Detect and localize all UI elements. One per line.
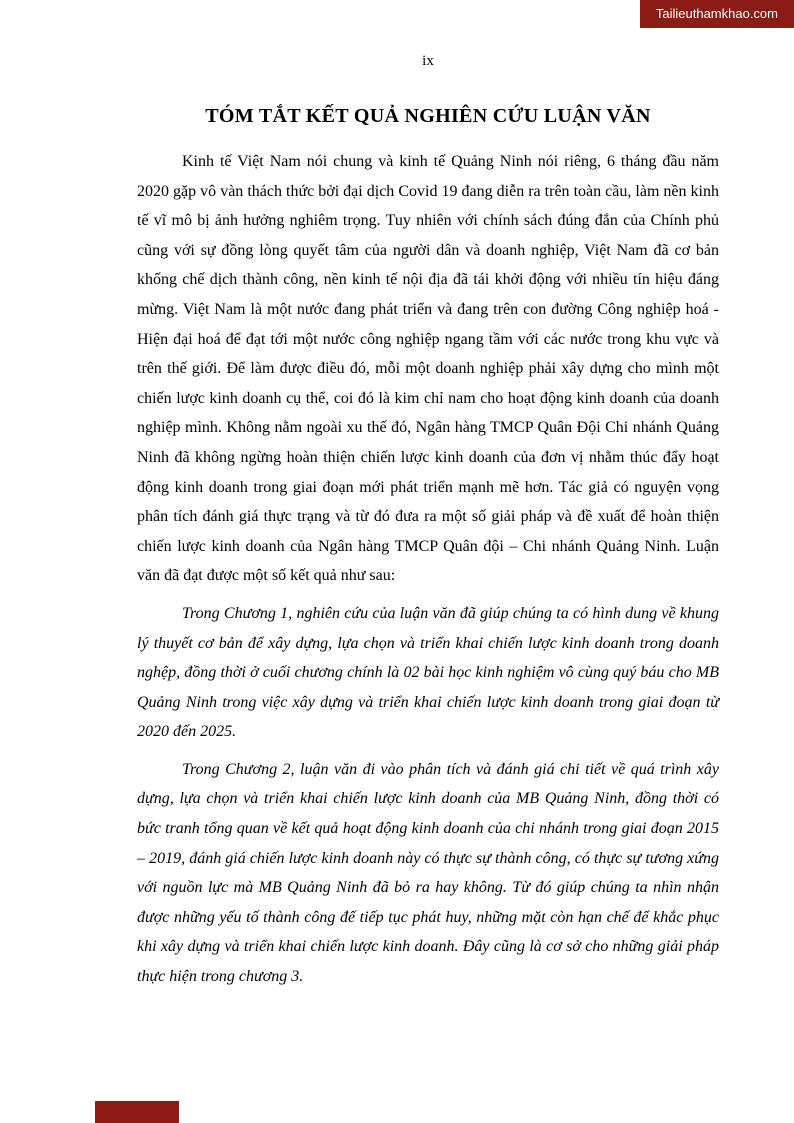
paragraph-chapter-1-summary: Trong Chương 1, nghiên cứu của luận văn đã giúp chúng ta có hình dung về khung lý thuyết cơ bản để xây dựng, lựa chọn và triển khai chiến lược kinh doanh trong doanh nghệp, đồng thời ở cuối chương chính là 02 bài học kinh nghiệm vô cùng quý báu cho MB Quảng Ninh trong việc xây dựng và triển khai chiến lược kinh doanh trong giai đoạn từ 2020 đến 2025.: [137, 604, 719, 741]
page-title: TÓM TẮT KẾT QUẢ NGHIÊN CỨU LUẬN VĂN: [205, 105, 651, 127]
paragraph-chapter-2-summary: Trong Chương 2, luận văn đi vào phân tích và đánh giá chi tiết về quá trình xây dựng, lựa chọn và triển khai chiến lược kinh doanh của MB Quảng Ninh, đồng thời có bức tranh tổng quan về kết quả hoạt động kinh doanh của chi nhánh trong giai đoạn 2015 – 2019, đánh giá chiến lược kinh doanh này có thực sự thành công, có thực sự tương xứng với nguồn lực mà MB Quảng Ninh đã bỏ ra hay không. Từ đó giúp chúng ta nhìn nhận được những yếu tố thành công để tiếp tục phát huy, những mặt còn hạn chế để khắc phục khi xây dựng và triển khai chiến lược kinh doanh. Đây cũng là cơ sở cho những giải pháp thực hiện trong chương 3.: [137, 760, 719, 986]
site-watermark-text: Tailieuthamkhao.com: [655, 6, 778, 21]
page-number: ix: [422, 53, 434, 69]
bottom-watermark-bar: [95, 1101, 179, 1123]
site-watermark-banner[interactable]: [640, 0, 794, 28]
document-body: [137, 147, 719, 1000]
paragraph-summary-intro: Kinh tế Việt Nam nói chung và kinh tế Quảng Ninh nói riêng, 6 tháng đầu năm 2020 gặp vô vàn thách thức bởi đại dịch Covid 19 đang diễn ra trên toàn cầu, làm nền kinh tế vĩ mô bị ảnh hưởng nghiêm trọng. Tuy nhiên với chính sách đúng đắn của Chính phủ cũng với sự đồng lòng quyết tâm của người dân và doanh nghiệp, Việt Nam đã cơ bản khống chế dịch thành công, nền kinh tế nội địa đã tái khởi động với nhiều tín hiệu đáng mừng. Việt Nam là một nước đang phát triển và đang trên con đường Công nghiệp hoá - Hiện đại hoá để đạt tới một nước công nghiệp ngang tầm với các nước trong khu vực và trên thế giới. Để làm được điều đó, mỗi một doanh nghiệp phải xây dựng cho mình một chiến lược kinh doanh cụ thể, coi đó là kim chỉ nam cho hoạt động kinh doanh của doanh nghiệp mình. Không nằm ngoài xu thế đó, Ngân hàng TMCP Quân Đội Chi nhánh Quảng Ninh đã không ngừng hoàn thiện chiến lược kinh doanh của đơn vị nhằm thúc đẩy hoạt động kinh doanh trong giai đoạn mới phát triển mạnh mẽ hơn. Tác giả có nguyện vọng phân tích đánh giá thực trạng và từ đó đưa ra một số giải pháp và đề xuất để hoàn thiện chiến lược kinh doanh của Ngân hàng TMCP Quân đội – Chi nhánh Quảng Ninh. Luận văn đã đạt được một số kết quả như sau:: [137, 153, 719, 585]
